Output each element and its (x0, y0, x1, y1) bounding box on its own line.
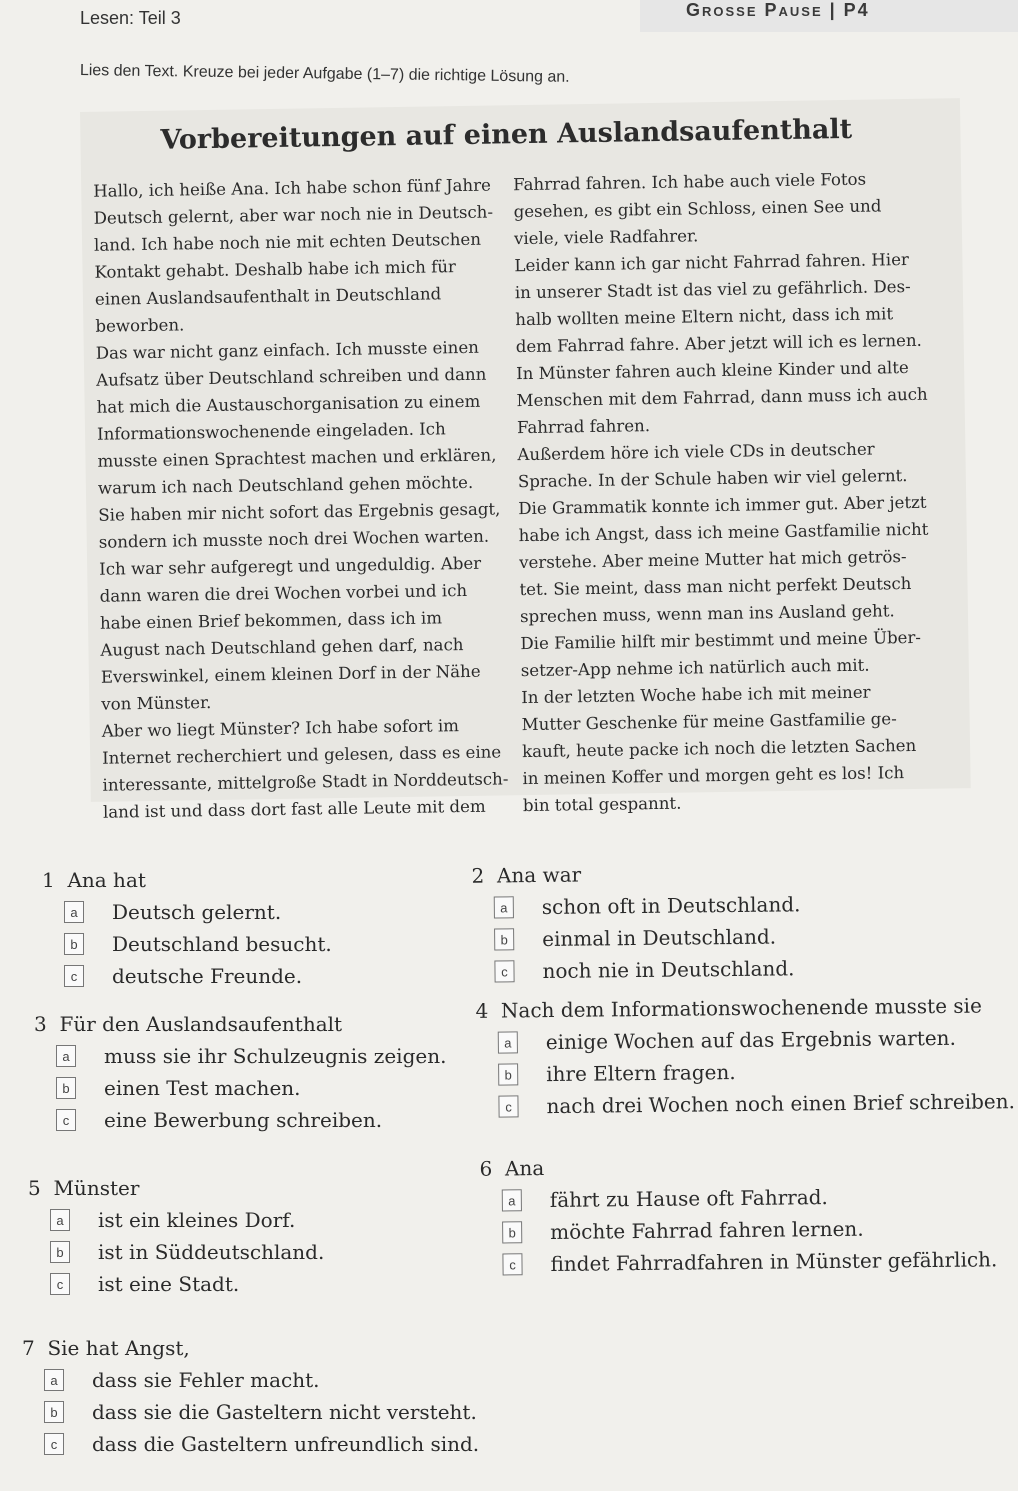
answer-text: noch nie in Deutschland. (542, 956, 795, 983)
text-line: habe einen Brief bekommen, dass ich im (99, 608, 443, 633)
text-line: Sprache. In der Schule haben wir viel gelernt. (517, 466, 908, 492)
question-number: 2 (471, 863, 485, 888)
answer-text: einmal in Deutschland. (542, 924, 777, 951)
answer-text: ist in Süddeutschland. (98, 1240, 325, 1264)
question-number: 4 (475, 998, 489, 1023)
text-column-right (513, 164, 953, 819)
text-line: tet. Sie meint, dass man nicht perfekt Deutsch (519, 574, 912, 600)
text-line: Ich war sehr aufgeregt und ungeduldig. Aber (99, 553, 482, 579)
answer-text: möchte Fahrrad fahren lernen. (550, 1216, 864, 1244)
text-line: dann waren die drei Wochen vorbei und ich (99, 580, 468, 606)
text-line: Leider kann ich gar nicht Fahrrad fahren. Hier (514, 249, 910, 276)
answer-option[interactable] (56, 1108, 446, 1132)
question-2 (471, 860, 801, 983)
answer-checkbox[interactable]: b (502, 1221, 522, 1243)
answer-checkbox[interactable]: c (64, 965, 84, 987)
text-line: halb wollten meine Eltern nicht, dass ich mit (515, 304, 894, 330)
question-text: Für den Auslandsaufenthalt (59, 1012, 343, 1036)
answer-option[interactable] (498, 1025, 1015, 1054)
text-line: einen Auslandsaufenthalt in Deutschland (94, 284, 442, 309)
text-line: Fahrrad fahren. Ich habe auch viele Fotos (513, 169, 867, 195)
question-stem (34, 1012, 446, 1036)
answer-option[interactable] (494, 924, 801, 951)
answer-checkbox[interactable]: a (502, 1189, 522, 1211)
answer-checkbox[interactable]: a (44, 1369, 64, 1391)
answer-checkbox[interactable]: a (56, 1045, 76, 1067)
question-3 (34, 1012, 446, 1132)
question-text: Ana war (496, 862, 582, 888)
text-line: beworben. (95, 315, 185, 336)
answer-option[interactable] (494, 892, 801, 919)
question-stem (475, 993, 1014, 1023)
question-4 (475, 993, 1015, 1119)
answer-text: nach drei Wochen noch einen Brief schreiben. (546, 1089, 1016, 1119)
text-line: setzer-App nehme ich natürlich auch mit. (520, 655, 870, 681)
text-line: August nach Deutschland gehen darf, nach (100, 635, 464, 660)
answer-checkbox[interactable]: b (50, 1241, 70, 1263)
answer-checkbox[interactable]: b (64, 933, 84, 955)
answer-text: ist ein kleines Dorf. (98, 1208, 296, 1232)
answer-option[interactable] (498, 1089, 1015, 1118)
text-line: in unserer Stadt ist das viel zu gefährlich. Des- (514, 276, 911, 303)
answer-text: ist eine Stadt. (98, 1272, 240, 1296)
answer-checkbox[interactable]: b (494, 928, 514, 950)
reading-text-box (80, 98, 971, 822)
answer-text: einige Wochen auf das Ergebnis warten. (545, 1025, 956, 1055)
text-column-left (93, 171, 508, 825)
answer-checkbox[interactable]: b (56, 1077, 76, 1099)
answer-checkbox[interactable]: a (494, 896, 514, 918)
answer-checkbox[interactable]: c (502, 1253, 522, 1275)
answer-text: Deutsch gelernt. (112, 900, 282, 924)
text-line: Mutter Geschenke für meine Gastfamilie ge- (521, 709, 897, 735)
answer-text: ihre Eltern fragen. (546, 1060, 736, 1087)
question-text: Ana hat (67, 868, 146, 892)
text-line: land ist und dass dort fast alle Leute mit dem (102, 796, 486, 822)
question-number: 1 (42, 868, 55, 892)
text-line: Aber wo liegt Münster? Ich habe sofort im (101, 716, 460, 741)
text-line: Menschen mit dem Fahrrad, dann muss ich auch (516, 384, 928, 411)
question-text: Ana (504, 1156, 545, 1181)
text-line: bin total gespannt. (522, 793, 682, 816)
answer-option[interactable] (502, 1247, 997, 1276)
answer-checkbox[interactable]: c (56, 1109, 76, 1131)
question-6 (479, 1151, 997, 1276)
text-line: Everswinkel, einem kleinen Dorf in der Nähe (100, 661, 481, 687)
question-stem (479, 1151, 996, 1180)
text-line: warum ich nach Deutschland gehen möchte. (97, 472, 474, 498)
question-5 (28, 1176, 324, 1296)
text-line: habe ich Angst, dass ich meine Gastfamilie nicht (518, 519, 929, 546)
answer-option[interactable] (44, 1368, 479, 1392)
answer-option[interactable] (50, 1208, 324, 1232)
question-stem (42, 868, 332, 892)
answer-option[interactable] (498, 1057, 1015, 1086)
text-line: Kontakt gehabt. Deshalb habe ich mich für (94, 257, 457, 282)
question-stem (22, 1336, 479, 1360)
answer-text: fährt zu Hause oft Fahrrad. (549, 1185, 828, 1212)
text-line: von Münster. (101, 693, 212, 714)
answer-option[interactable] (64, 900, 332, 924)
text-line: Informationswochenende eingeladen. Ich (96, 419, 446, 444)
answer-checkbox[interactable]: b (498, 1063, 518, 1085)
answer-text: findet Fahrradfahren in Münster gefährlich. (550, 1247, 998, 1276)
answer-checkbox[interactable]: a (50, 1209, 70, 1231)
text-line: Die Grammatik konnte ich immer gut. Aber jetzt (518, 492, 927, 519)
text-line: Das war nicht ganz einfach. Ich musste einen (95, 337, 480, 363)
answer-checkbox[interactable]: b (44, 1401, 64, 1423)
text-line: Aufsatz über Deutschland schreiben und dann (96, 364, 487, 390)
brand-label: Grosse Pause | P4 (686, 0, 870, 20)
answer-checkbox[interactable]: c (50, 1273, 70, 1295)
question-text: Sie hat Angst, (47, 1336, 190, 1360)
answer-checkbox[interactable]: c (494, 960, 514, 982)
question-text: Münster (53, 1176, 140, 1200)
answer-checkbox[interactable]: a (64, 901, 84, 923)
answer-option[interactable] (50, 1240, 324, 1264)
answer-checkbox[interactable]: c (44, 1433, 64, 1455)
answer-option[interactable] (44, 1400, 479, 1424)
answer-text: deutsche Freunde. (112, 964, 303, 988)
answer-option[interactable] (64, 964, 332, 988)
text-line: sprechen muss, wenn man ins Ausland geht. (519, 601, 895, 627)
text-line: gesehen, es gibt ein Schloss, einen See und (513, 196, 882, 222)
answer-option[interactable] (64, 932, 332, 956)
answer-text: einen Test machen. (104, 1076, 301, 1100)
answer-text: dass sie Fehler macht. (92, 1368, 320, 1392)
question-stem (471, 860, 800, 887)
text-line: in meinen Koffer und morgen geht es los! Ich (522, 763, 905, 789)
text-line: viele, viele Radfahrer. (513, 226, 699, 249)
question-text: Nach dem Informationswochenende musste sie (500, 993, 982, 1023)
text-line: kauft, heute packe ich noch die letzten Sachen (521, 735, 917, 762)
answer-text: Deutschland besucht. (112, 932, 332, 956)
question-number: 5 (28, 1176, 41, 1200)
text-line: Außerdem höre ich viele CDs in deutscher (517, 439, 875, 465)
question-7 (22, 1336, 479, 1456)
answer-option[interactable] (494, 956, 801, 983)
question-1 (42, 868, 332, 988)
answer-text: muss sie ihr Schulzeugnis zeigen. (104, 1044, 447, 1068)
text-line: Die Familie hilft mir bestimmt und meine Über- (520, 627, 922, 654)
text-line: In der letzten Woche habe ich mit meiner (521, 682, 871, 708)
section-label: Lesen: Teil 3 (80, 8, 181, 28)
answer-option[interactable] (502, 1183, 997, 1212)
text-line: land. Ich habe noch nie mit echten Deutschen (93, 229, 482, 255)
question-number: 3 (34, 1012, 47, 1036)
text-line: hat mich die Austauschorganisation zu einem (96, 391, 481, 417)
text-line: dem Fahrrad fahre. Aber jetzt will ich es lernen. (515, 330, 922, 357)
answer-checkbox[interactable]: a (498, 1031, 518, 1053)
text-line: sondern ich musste noch drei Wochen warten. (98, 526, 490, 552)
text-line: interessante, mittelgroße Stadt in Norddeutsch- (102, 769, 509, 795)
text-line: Sie haben mir nicht sofort das Ergebnis gesagt, (98, 499, 501, 525)
text-line: Deutsch gelernt, aber war noch nie in Deutsch- (93, 202, 494, 228)
reading-title: Vorbereitungen auf einen Auslandsaufenthalt (160, 113, 853, 156)
question-number: 7 (22, 1336, 35, 1360)
text-line: musste einen Sprachtest machen und erklären, (97, 445, 497, 471)
text-line: In Münster fahren auch kleine Kinder und alte (516, 358, 909, 384)
answer-text: dass die Gasteltern unfreundlich sind. (92, 1432, 480, 1456)
answer-option[interactable] (56, 1044, 446, 1068)
answer-option[interactable] (50, 1272, 324, 1296)
answer-option[interactable] (502, 1215, 997, 1244)
question-stem (28, 1176, 324, 1200)
answer-option[interactable] (56, 1076, 446, 1100)
text-line: verstehe. Aber meine Mutter hat mich getrös- (518, 547, 907, 573)
text-line: Fahrrad fahren. (516, 416, 651, 438)
text-line: Hallo, ich heiße Ana. Ich habe schon fünf Jahre (93, 175, 492, 201)
answer-option[interactable] (44, 1432, 479, 1456)
text-line: Internet recherchiert und gelesen, dass es eine (102, 742, 502, 768)
answer-checkbox[interactable]: c (498, 1095, 518, 1117)
question-number: 6 (479, 1156, 493, 1181)
answer-text: dass sie die Gasteltern nicht versteht. (92, 1400, 477, 1424)
answer-text: schon oft in Deutschland. (541, 892, 801, 919)
answer-text: eine Bewerbung schreiben. (104, 1108, 383, 1132)
task-instruction: Lies den Text. Kreuze bei jeder Aufgabe (1–7) die richtige Lösung an. (79, 62, 570, 86)
